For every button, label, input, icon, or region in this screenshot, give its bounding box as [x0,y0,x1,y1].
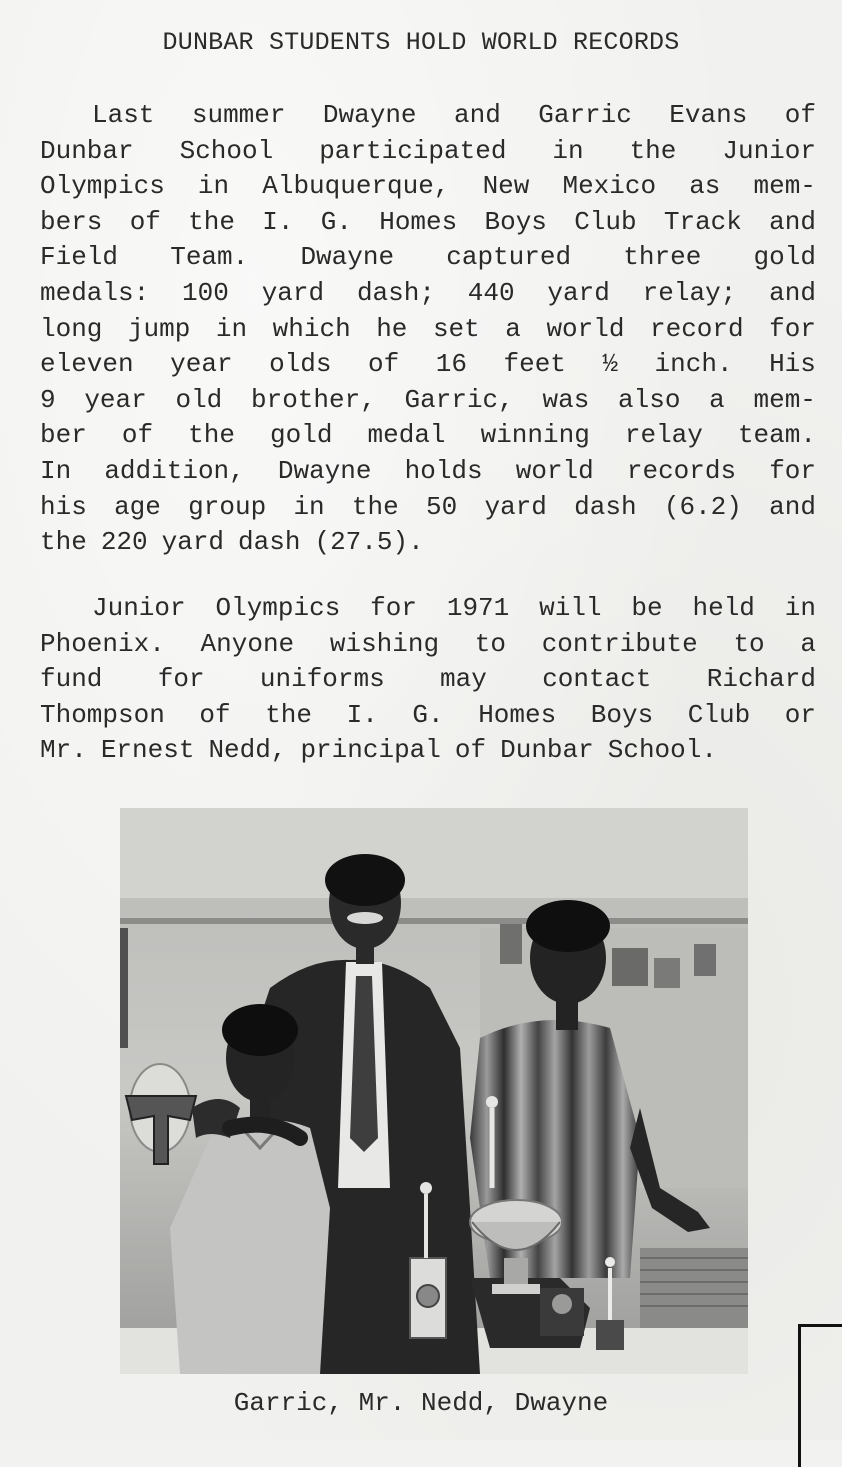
text-line: Olympics in Albuquerque, New Mexico as mem- [40,171,816,202]
text-line: eleven year olds of 16 feet ½ inch. His [40,349,816,380]
text-line: ber of the gold medal winning relay team. [40,420,816,451]
article-paragraph-2 [40,591,816,769]
text-line: Field Team. Dwayne captured three gold [40,242,816,273]
photograph [120,808,748,1374]
page-corner-border [798,1324,842,1467]
text-line: medals: 100 yard dash; 440 yard relay; and [40,277,816,308]
text-line: Last summer Dwayne and Garric Evans of [92,100,816,130]
text-line: Mr. Ernest Nedd, principal of Dunbar School. [40,735,717,766]
article-paragraph-1 [40,98,816,561]
text-line: Dunbar School participated in the Junior [40,135,816,166]
headline: DUNBAR STUDENTS HOLD WORLD RECORDS [162,28,680,57]
text-line: fund for uniforms may contact Richard [40,664,816,695]
text-line: his age group in the 50 yard dash (6.2) and [40,491,816,522]
text-line: Thompson of the I. G. Homes Boys Club or [40,699,816,730]
photograph-image [120,808,748,1374]
text-line: In addition, Dwayne holds world records for [40,455,816,486]
text-line: Junior Olympics for 1971 will be held in [92,593,816,623]
text-line: Phoenix. Anyone wishing to contribute to a [40,628,816,659]
photo-caption: Garric, Mr. Nedd, Dwayne [233,1388,609,1418]
text-line: bers of the I. G. Homes Boys Club Track and [40,206,816,237]
text-line: 9 year old brother, Garric, was also a mem- [40,384,816,415]
text-line: the 220 yard dash (27.5). [40,527,424,558]
text-line: long jump in which he set a world record for [40,313,816,344]
